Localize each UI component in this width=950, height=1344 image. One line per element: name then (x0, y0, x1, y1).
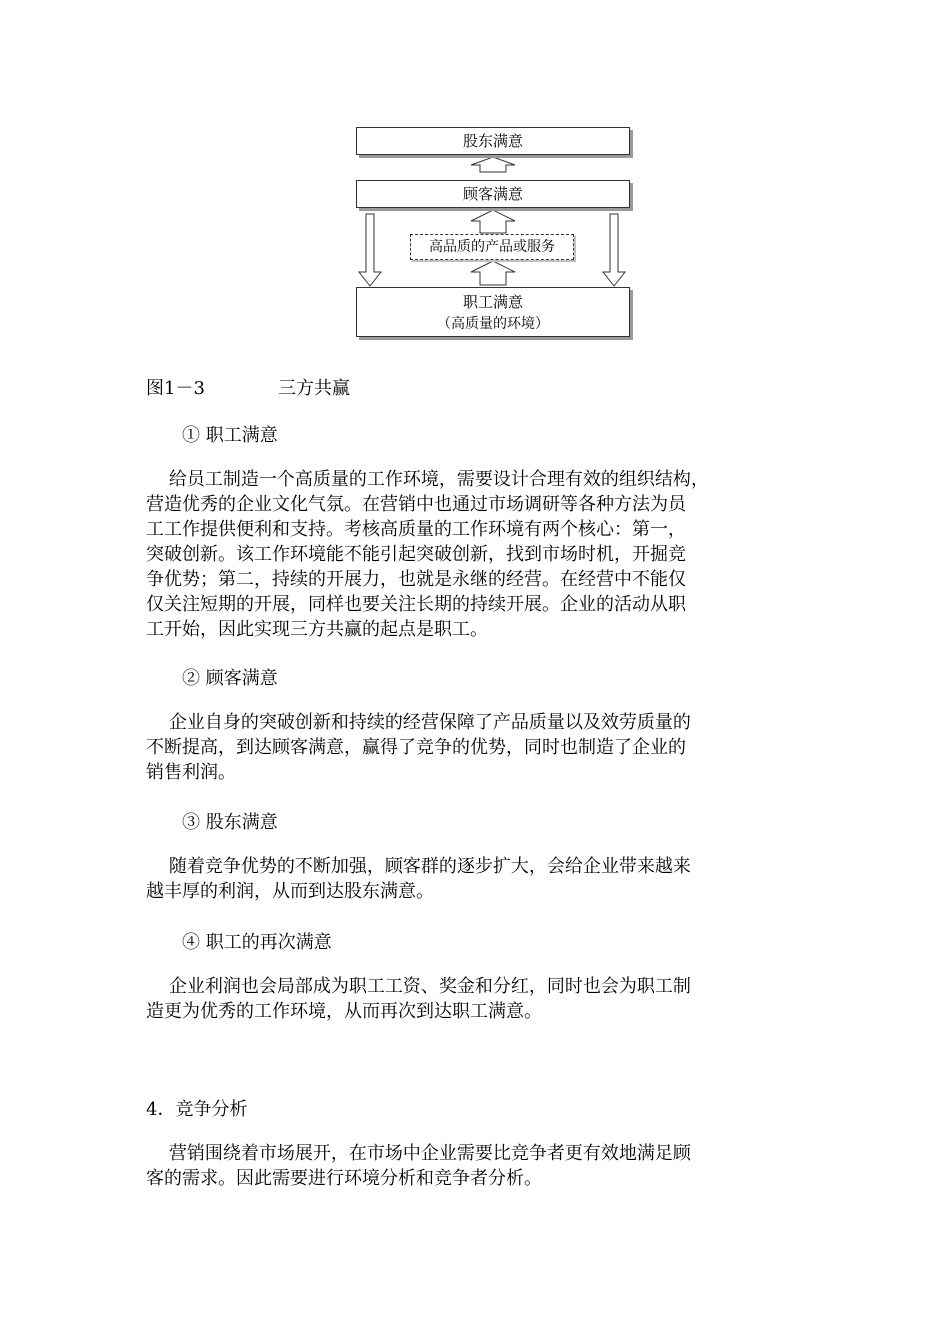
quality-product-box: 高品质的产品或服务 (410, 234, 574, 260)
shareholder-satisfaction-box: 股东满意 (356, 127, 630, 155)
section-body-customer: 企业自身的突破创新和持续的经营保障了产品质量以及效劳质量的 不断提高，到达顾客满意，赢得了竞争的优势，同时也制造了企业的 销售利润。 (146, 712, 691, 783)
arrow-up-icon (471, 210, 515, 233)
employee-satisfaction-box (356, 287, 630, 337)
figure-title: 三方共赢 (278, 378, 350, 399)
employee-satisfaction-label: 职工满意 (462, 293, 523, 311)
section-heading-employee: ① 职工满意 (182, 425, 278, 446)
section-heading-employee-again: ④ 职工的再次满意 (182, 932, 332, 953)
section-heading-competition: 4．竞争分析 (146, 1099, 248, 1120)
section-heading-customer: ② 顾客满意 (182, 668, 278, 689)
customer-satisfaction-box: 顾客满意 (356, 180, 630, 208)
section-body-competition: 营销围绕着市场展开，在市场中企业需要比竞争者更有效地满足顾 客的需求。因此需要进行环境分析和竞争者分析。 (146, 1143, 691, 1189)
figure-number: 图1－3 (146, 378, 205, 399)
section-body-shareholder: 随着竞争优势的不断加强，顾客群的逐步扩大，会给企业带来越来 越丰厚的利润，从而到达股东满意。 (146, 856, 691, 902)
arrow-down-icon (603, 214, 625, 286)
arrow-up-icon (471, 261, 515, 285)
arrow-down-icon (359, 214, 381, 286)
quality-environment-label: （高质量的环境） (437, 316, 549, 332)
section-heading-shareholder: ③ 股东满意 (182, 812, 278, 833)
section-body-employee-again: 企业利润也会局部成为职工工资、奖金和分红，同时也会为职工制 造更为优秀的工作环境，从而再次到达职工满意。 (146, 976, 691, 1022)
three-party-win-diagram (352, 122, 638, 344)
arrow-up-icon (471, 157, 515, 172)
section-body-employee: 给员工制造一个高质量的工作环境，需要设计合理有效的组织结构， 营造优秀的企业文化气氛。在营销中也通过市场调研等各种方法为员 工工作提供便利和支持。考核高质量的工作环境有两个核心：第一， 突破创新。该工作环境能不能引起突破创新，找到市场时机，开掘竞 争优势；第二，持续的开展力，也就是永继的经营。在经营中不能仅 仅关注短期的开展，同样也要关注长期的持续开展。企业的活动从职 工开始，因此实现三方共赢的起点是职工。 (146, 469, 709, 640)
